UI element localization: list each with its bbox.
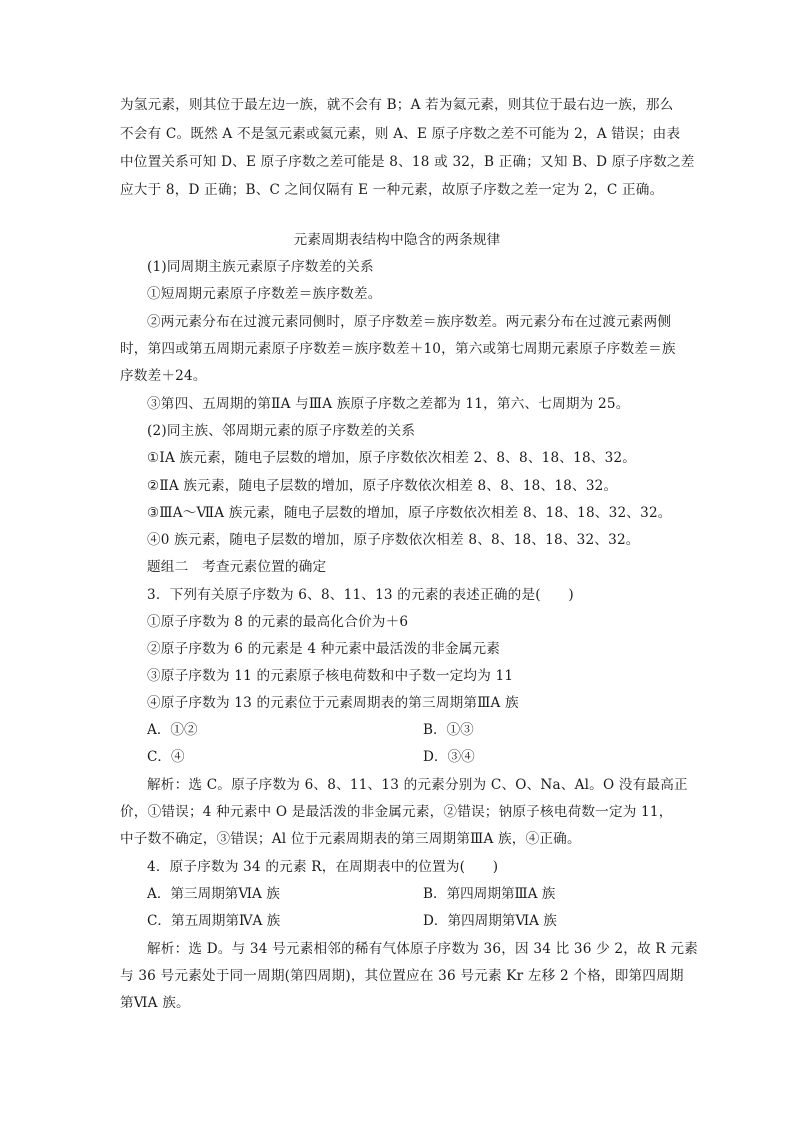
rule-line: 序数差＋24。 (120, 368, 207, 384)
rule-line: ①ⅠA 族元素，随电子层数的增加，原子序数依次相差 2、8、8、18、18、32。 (147, 450, 637, 466)
statement-line: ②原子序数为 6 的元素是 4 种元素中最活泼的非金属元素 (147, 641, 501, 657)
choice-c: C．第五周期第ⅣA 族 (147, 913, 281, 929)
choice-d: D．③④ (423, 749, 475, 765)
intro-line: 应大于 8，D 正确；B、C 之间仅隔有 E 一种元素，故原子序数之差一定为 2，C 正确。 (120, 182, 664, 198)
choice-a: A．①② (147, 722, 198, 738)
section-title: 元素周期表结构中隐含的两条规律 (293, 232, 501, 248)
analysis-line: 第ⅥA 族。 (120, 995, 190, 1011)
choice-a: A．第三周期第ⅥA 族 (147, 886, 280, 902)
intro-line: 中位置关系可知 D、E 原子序数之差可能是 8、18 或 32，B 正确；又知 B、D 原子序数之差 (120, 154, 695, 170)
rule-line: (2)同主族、邻周期元素的原子序数差的关系 (147, 423, 416, 439)
rule-line: ②ⅡA 族元素，随电子层数的增加，原子序数依次相差 8、8、18、18、32。 (147, 478, 618, 494)
intro-line: 不会有 C。既然 A 不是氢元素或氦元素，则 A、E 原子序数之差不可能为 2，A 错误；由表 (120, 126, 681, 142)
statement-line: ④原子序数为 13 的元素位于元素周期表的第三周期第ⅢA 族 (147, 695, 519, 711)
choice-b: B．第四周期第ⅢA 族 (423, 886, 556, 902)
rule-line: ②两元素分布在过渡元素同侧时，原子序数差＝族序数差。两元素分布在过渡元素两侧 (147, 314, 672, 330)
rule-line: (1)同周期主族元素原子序数差的关系 (147, 259, 374, 275)
analysis-line: 价，①错误；4 种元素中 O 是最活泼的非金属元素，②错误；钠原子核电荷数一定为 11， (120, 804, 673, 820)
analysis-line: 中子数不确定，③错误；Al 位于元素周期表的第三周期第ⅢA 族，④正确。 (120, 831, 581, 847)
choice-d: D．第四周期第ⅥA 族 (423, 913, 557, 929)
section-heading: 题组二 考查元素位置的确定 (147, 559, 327, 575)
choice-b: B．①③ (423, 722, 474, 738)
rule-line: ③ⅢA～ⅦA 族元素，随电子层数的增加，原子序数依次相差 8、18、18、32、32。 (147, 505, 672, 521)
rule-line: 时，第四或第五周期元素原子序数差＝族序数差＋10，第六或第七周期元素原子序数差＝族 (120, 341, 676, 357)
question-stem: 4．原子序数为 34 的元素 R，在周期表中的位置为( ) (147, 859, 499, 875)
intro-line: 为氢元素，则其位于最左边一族，就不会有 B；A 若为氦元素，则其位于最右边一族，那么 (120, 97, 674, 113)
analysis-line: 解析：选 C。原子序数为 6、8、11、13 的元素分别为 C、O、Na、Al。O 没有最高正 (147, 777, 688, 793)
rule-line: ④0 族元素，随电子层数的增加，原子序数依次相差 8、8、18、18、32、32。 (147, 532, 640, 548)
question-stem: 3．下列有关原子序数为 6、8、11、13 的元素的表述正确的是( ) (147, 587, 574, 603)
analysis-line: 与 36 号元素处于同一周期(第四周期)，其位置应在 36 号元素 Kr 左移 2 个格，即第四周期 (120, 968, 684, 984)
rule-line: ①短周期元素原子序数差＝族序数差。 (147, 286, 382, 302)
rule-line: ③第四、五周期的第ⅡA 与ⅢA 族原子序数之差都为 11，第六、七周期为 25。 (147, 396, 630, 412)
choice-c: C．④ (147, 749, 185, 765)
statement-line: ①原子序数为 8 的元素的最高化合价为＋6 (147, 614, 409, 630)
statement-line: ③原子序数为 11 的元素原子核电荷数和中子数一定均为 11 (147, 668, 514, 684)
analysis-line: 解析：选 D。与 34 号元素相邻的稀有气体原子序数为 36，因 34 比 36 少 2，故 R 元素 (147, 941, 698, 957)
